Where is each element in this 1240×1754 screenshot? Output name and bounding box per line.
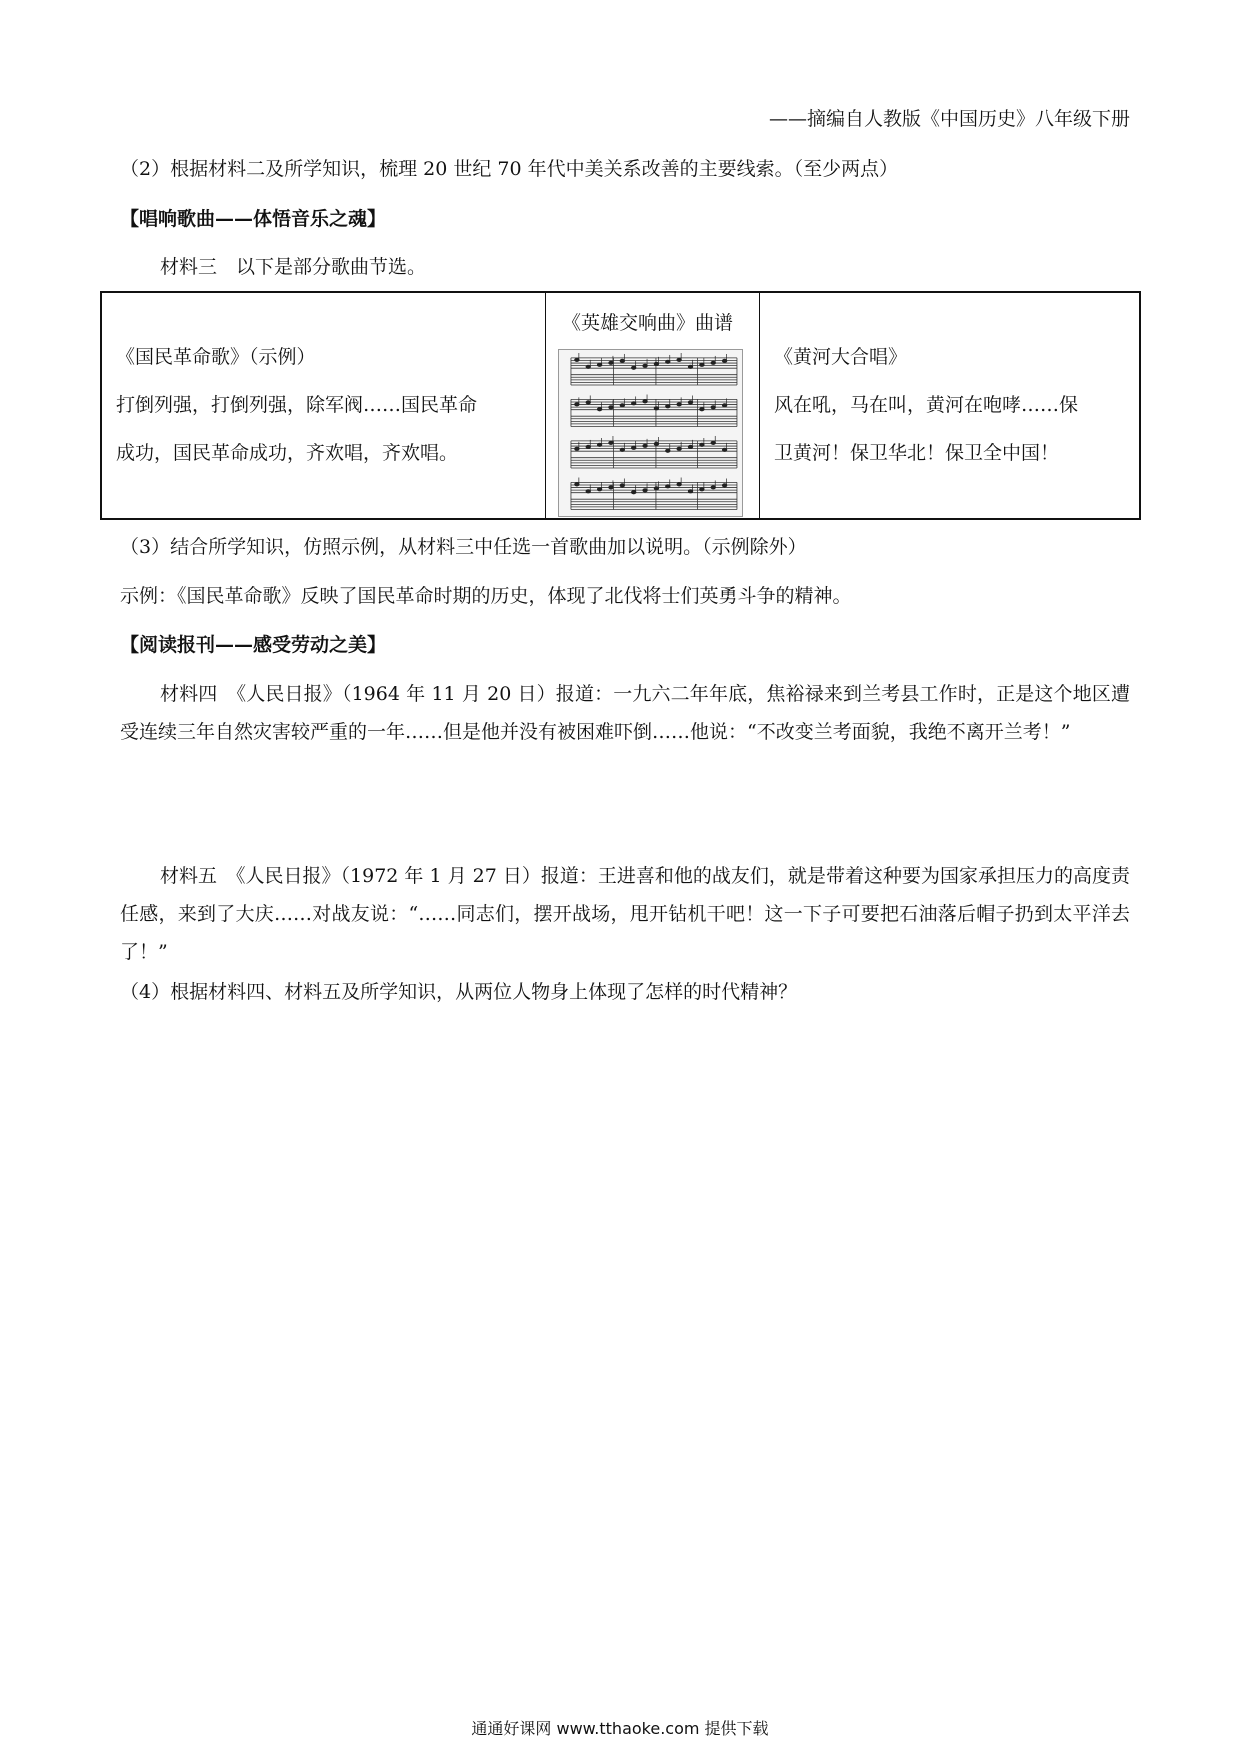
song-title-national-revolution: 《国民革命歌》（示例） [116, 346, 316, 368]
table-cell-yellow-river-cantata [760, 293, 1139, 518]
table-cell-national-revolution-song [102, 293, 546, 518]
song-lyrics-line-2: 卫黄河！保卫华北！保卫全中国！ [774, 442, 1060, 464]
songs-table [100, 291, 1141, 520]
song-title-yellow-river: 《黄河大合唱》 [774, 346, 908, 368]
score-title: 《英雄交响曲》曲谱 [562, 312, 734, 334]
question-3: （3）结合所学知识，仿照示例，从材料三中任选一首歌曲加以说明。（示例除外） [120, 536, 807, 558]
section-heading-songs: 【唱响歌曲——体悟音乐之魂】 [120, 208, 387, 230]
material-4: 材料四 《人民日报》（1964 年 11 月 20 日）报道：一九六二年年底，焦裕禄来到兰考县工作时，正是这个地区遭受连续三年自然灾害较严重的一年……但是他并没有被困难吓倒……他说：“不改变兰考面貌，我绝不离开兰考！” [120, 683, 1130, 743]
music-score-image [558, 349, 743, 517]
example-answer: 示例：《国民革命歌》反映了国民革命时期的历史，体现了北伐将士们英勇斗争的精神。 [120, 585, 852, 607]
material-3-intro: 材料三 以下是部分歌曲节选。 [160, 256, 427, 278]
page-footer: 通通好课网 www.tthaoke.com 提供下载 [471, 1719, 769, 1738]
table-cell-heroic-symphony [546, 293, 760, 518]
song-lyrics-line-1: 打倒列强，打倒列强，除军阀……国民革命 [116, 394, 478, 416]
question-2: （2）根据材料二及所学知识，梳理 20 世纪 70 年代中美关系改善的主要线索。（至少两点） [120, 158, 899, 180]
material-5: 材料五 《人民日报》（1972 年 1 月 27 日）报道：王进喜和他的战友们，就是带着这种要为国家承担压力的高度责任感，来到了大庆……对战友说：“……同志们，摆开战场，甩开钻机干吧！这一下子可要把石油落后帽子扔到太平洋去了！” [120, 865, 1130, 963]
question-4: （4）根据材料四、材料五及所学知识，从两位人物身上体现了怎样的时代精神？ [120, 981, 798, 1003]
song-lyrics-line-1: 风在吼，马在叫，黄河在咆哮……保 [774, 394, 1079, 416]
section-heading-newspaper: 【阅读报刊——感受劳动之美】 [120, 634, 387, 656]
song-lyrics-line-2: 成功，国民革命成功，齐欢唱，齐欢唱。 [116, 442, 459, 464]
source-note: ——摘编自人教版《中国历史》八年级下册 [768, 108, 1130, 130]
